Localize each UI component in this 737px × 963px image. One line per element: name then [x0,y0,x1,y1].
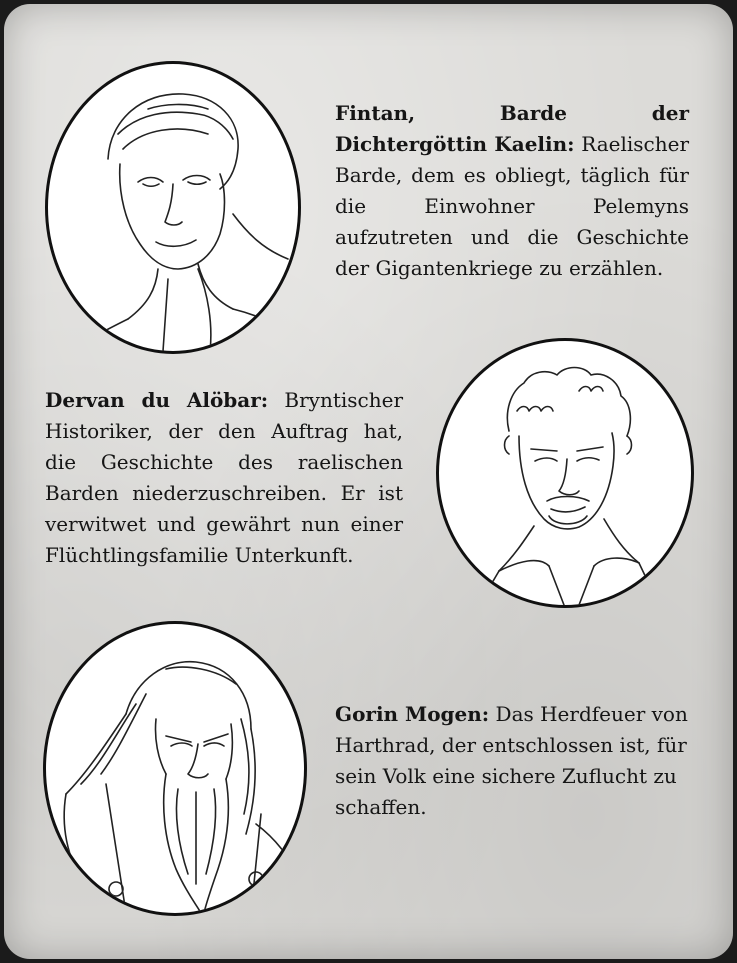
portrait-gorin [43,621,307,916]
entry-name: Fintan, Barde der Dichtergöttin Kaelin: [335,101,689,156]
entry-description: Bryntischer Historiker, der den Auftrag hat, die Geschichte des raelischen Barden niederzuschreiben. Er ist verwitwet und gewährt nun einer Flüchtlingsfamilie Unterkunft. [45,388,404,567]
entry-name: Dervan du Alöbar: [45,388,269,412]
entry-description: Das Herdfeuer von Harthrad, der entschlossen ist, für sein Volk eine sichere Zuflucht zu schaffen. [335,702,688,819]
fintan-drawing [48,64,298,351]
dervan-drawing [439,341,691,605]
gorin-drawing [46,624,304,913]
entry-dervan [45,385,403,571]
portrait-fintan [45,61,301,354]
entry-name: Gorin Mogen: [335,702,490,726]
entry-description: Raelischer Barde, dem es obliegt, täglich für die Einwohner Pelemyns aufzutreten und die Geschichte der Gigantenkriege zu erzählen. [335,132,690,280]
entry-gorin [335,699,693,823]
character-card [4,4,733,959]
portrait-dervan [436,338,694,608]
entry-fintan [335,98,689,284]
